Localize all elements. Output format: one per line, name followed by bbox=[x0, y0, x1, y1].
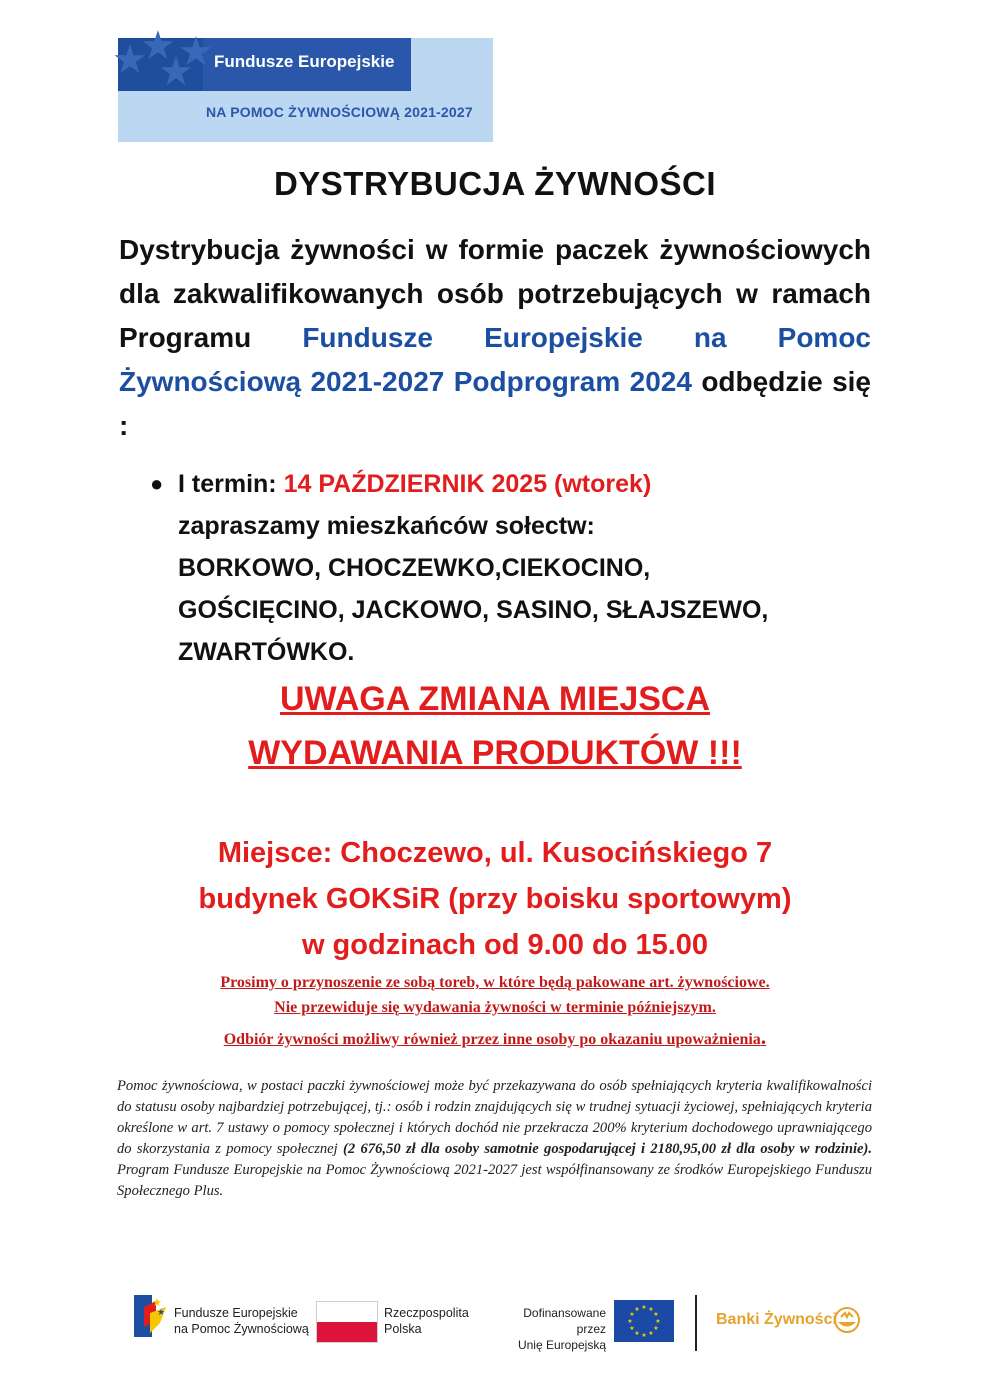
note-line1: Prosimy o przynoszenie ze sobą toreb, w które będą pakowane art. żywnościowe. bbox=[220, 974, 770, 991]
footnote-text-end: Program Fundusze Europejskie na Pomoc Żywnościową 2021-2027 jest współfinansowany ze środków Europejskiego Funduszu Społecznego Plus. bbox=[117, 1162, 872, 1199]
footer-divider bbox=[695, 1295, 697, 1351]
note-line2: Nie przewiduje się wydawania żywności w terminie późniejszym. bbox=[274, 999, 716, 1016]
fe-logo-line1: Fundusze Europejskie bbox=[174, 1306, 298, 1320]
intro-paragraph bbox=[119, 228, 871, 448]
eu-logo-line2: Unię Europejską bbox=[517, 1338, 606, 1352]
svg-text:★: ★ bbox=[634, 1306, 640, 1313]
svg-text:★: ★ bbox=[653, 1311, 659, 1318]
svg-text:★: ★ bbox=[641, 1304, 647, 1311]
warning-line1: UWAGA ZMIANA MIEJSCA bbox=[279, 680, 711, 718]
place-line2: budynek GOKSiR (przy boisku sportowym) bbox=[198, 883, 792, 915]
svg-text:★: ★ bbox=[157, 1308, 166, 1318]
eligibility-footnote bbox=[117, 1076, 872, 1202]
svg-text:★: ★ bbox=[629, 1311, 635, 1318]
pl-logo-line2: Polska bbox=[384, 1322, 422, 1336]
svg-text:★: ★ bbox=[655, 1318, 661, 1325]
logo-line2: NA POMOC ŻYWNOŚCIOWĄ 2021-2027 bbox=[206, 104, 473, 120]
svg-text:★: ★ bbox=[629, 1325, 635, 1332]
footnote-text: Pomoc żywnościowa, w postaci paczki żywnościowej może być przekazywana do osób spełniających kryteria kwalifikowalności do statusu osoby najbardziej potrzebującej, tj.: osób i rodzin znajdujących się w trudnej sytuacji życiowej, spełniających kryteria określone w art. 7 ustawy o pomocy społecznej i których dochód nie przekracza 200% kryterium dochodowego uprawniającego do skorzystania z pomocy społecznej bbox=[117, 1078, 872, 1157]
location-change-warning bbox=[0, 672, 990, 780]
distribution-place bbox=[0, 830, 990, 968]
footer-logos bbox=[0, 1285, 990, 1365]
term-label: I termin: bbox=[178, 470, 284, 498]
fundusze-europejskie-logo-icon bbox=[130, 1293, 168, 1339]
term-date: 14 PAŹDZIERNIK 2025 (wtorek) bbox=[283, 470, 652, 498]
intro-text-end: odbędzie się : bbox=[119, 366, 871, 441]
eu-flag-icon bbox=[614, 1300, 674, 1342]
footnote-income-limits: (2 676,50 zł dla osoby samotnie gospodarującej i 2180,95,00 zł dla osoby w rodzinie). bbox=[343, 1141, 872, 1157]
note-line3-text: Odbiór żywności możliwy również przez inne osoby po okazaniu upoważnienia bbox=[223, 1031, 761, 1048]
svg-text:★: ★ bbox=[648, 1330, 654, 1337]
note-line3-end: . bbox=[760, 1024, 767, 1049]
fe-logo-line2: na Pomoc Żywnościową bbox=[174, 1322, 309, 1336]
svg-text:★: ★ bbox=[627, 1318, 633, 1325]
svg-text:★: ★ bbox=[152, 1296, 162, 1309]
bullet-icon: ● bbox=[150, 471, 164, 496]
program-name: Fundusze Europejskie na Pomoc Żywnościową 2021-2027 Podprogram 2024 bbox=[119, 322, 871, 397]
poland-flag-icon bbox=[316, 1301, 378, 1343]
svg-text:★: ★ bbox=[648, 1306, 654, 1313]
svg-text:★: ★ bbox=[634, 1330, 640, 1337]
pl-logo-line1: Rzeczpospolita bbox=[384, 1306, 469, 1320]
note-line3 bbox=[0, 1024, 990, 1052]
poland-logo-text bbox=[384, 1305, 469, 1337]
logo-line1: Fundusze Europejskie bbox=[214, 52, 395, 71]
term-villages-line2: GOŚCIĘCINO, JACKOWO, SASINO, SŁAJSZEWO, bbox=[178, 596, 769, 624]
intro-text: Dystrybucja żywności w formie paczek żywnościowych dla zakwalifikowanych osób potrzebujących w ramach Programu bbox=[119, 234, 871, 353]
warning-line2: WYDAWANIA PRODUKTÓW !!! bbox=[248, 734, 742, 772]
fe-logo-text bbox=[174, 1305, 309, 1337]
page-title: DYSTRYBUCJA ŻYWNOŚCI bbox=[273, 165, 717, 202]
term-invite: zapraszamy mieszkańców sołectw: bbox=[178, 512, 595, 540]
eu-logo-line1: Dofinansowane przez bbox=[523, 1306, 606, 1336]
svg-text:★: ★ bbox=[641, 1332, 647, 1339]
distribution-notes bbox=[0, 970, 990, 1052]
banki-zywnosci-text: Banki Żywności bbox=[716, 1311, 837, 1328]
term-villages-line1: BORKOWO, CHOCZEWKO,CIEKOCINO, bbox=[178, 554, 651, 582]
eu-stars-icon: ★ ★ ★ ★ bbox=[112, 24, 214, 94]
eu-cofinancing-text bbox=[492, 1305, 606, 1353]
banki-zywnosci-logo-icon bbox=[832, 1307, 862, 1333]
svg-text:★: ★ bbox=[653, 1325, 659, 1332]
term-villages-line3: ZWARTÓWKO. bbox=[178, 638, 355, 666]
place-line3: w godzinach od 9.00 do 15.00 bbox=[301, 929, 709, 961]
fundusze-europejskie-header-logo bbox=[112, 24, 493, 142]
place-line1: Miejsce: Choczewo, ul. Kusocińskiego 7 bbox=[217, 837, 773, 869]
